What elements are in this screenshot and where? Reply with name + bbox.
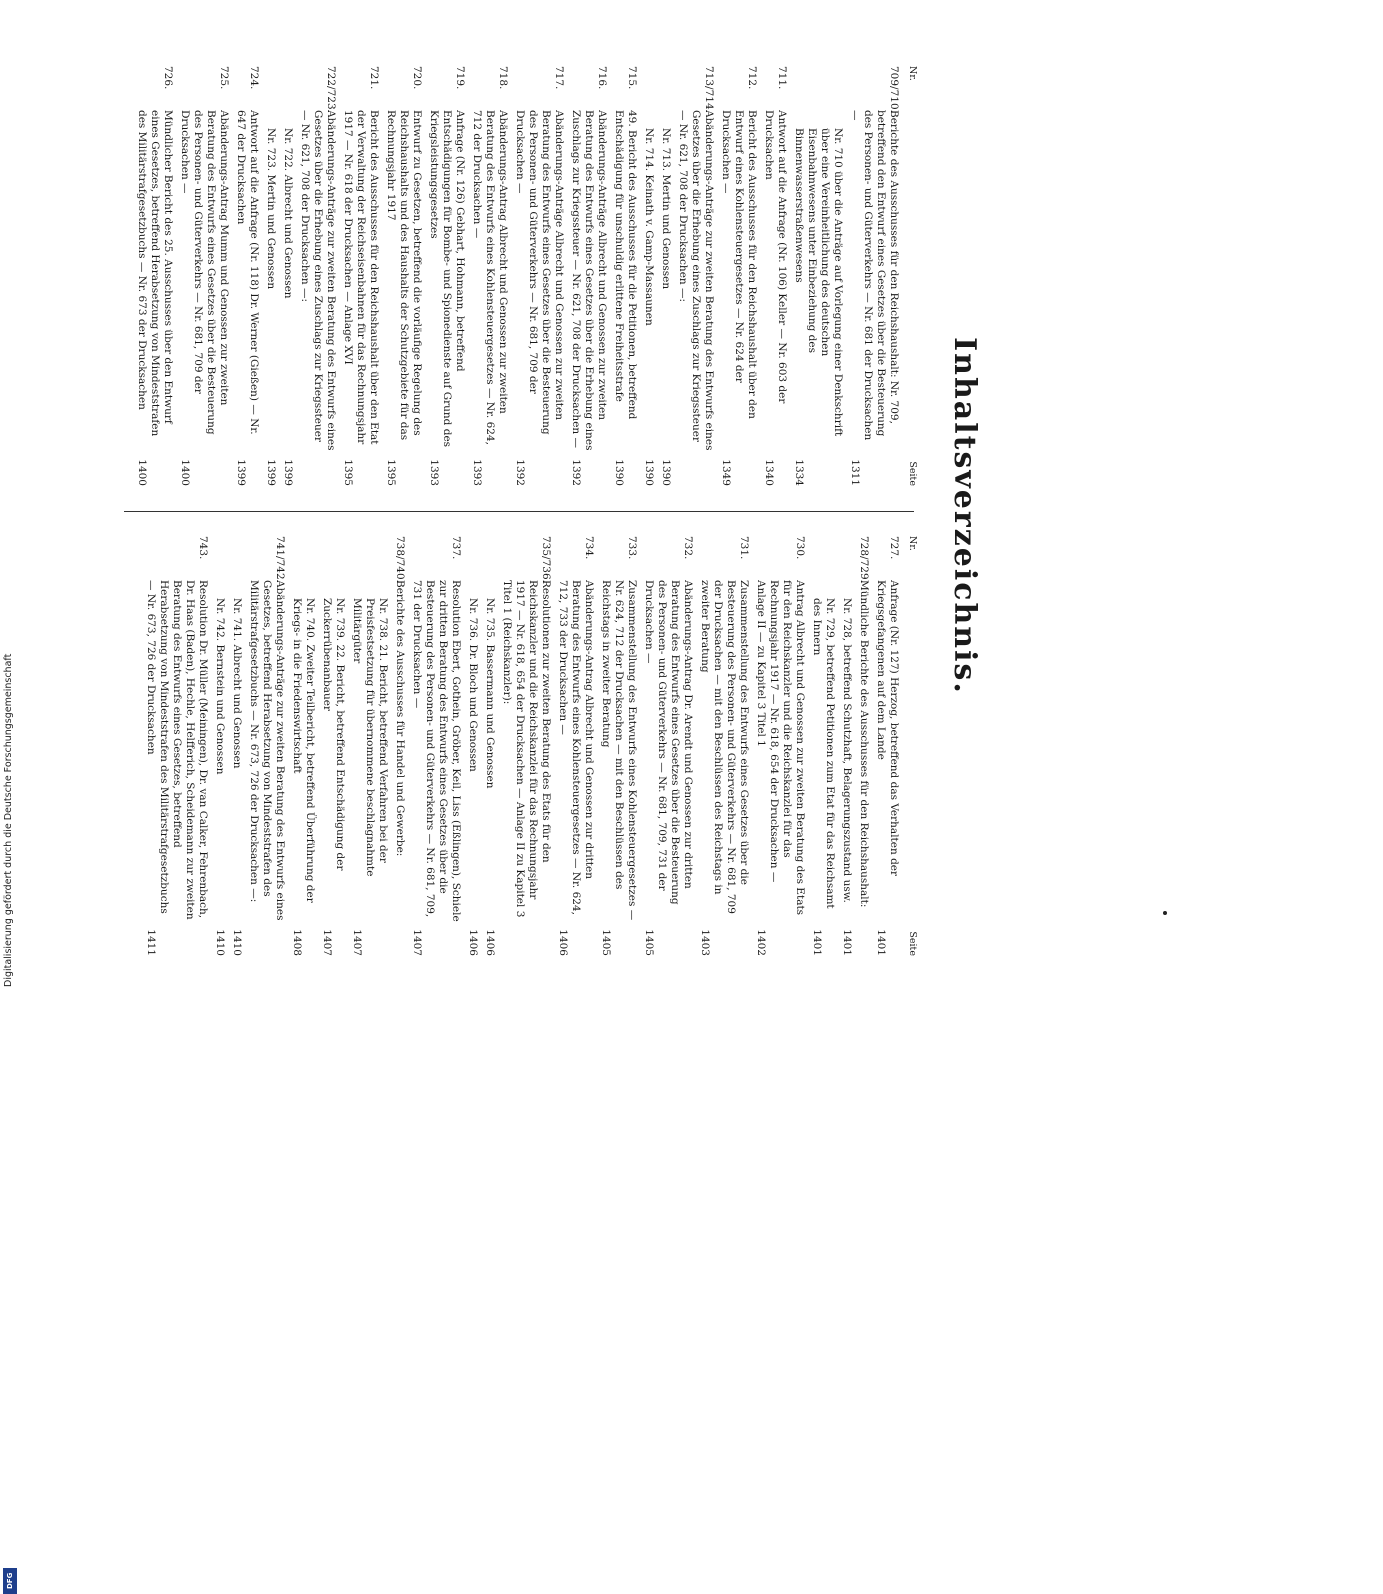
entry-text: Nr. 739. 22. Bericht, betreffend Entschädigung der Zuckerrübenanbauer <box>321 598 346 871</box>
entry-text: Nr. 723. Mertin und Genossen <box>265 128 277 290</box>
entry-page: 1407 <box>411 929 423 956</box>
entry-text: Nr. 738. 21. Bericht, betreffend Verfahren bei der Preisfestsetzung für übernommene beschlagnahmte Militärgüter <box>351 598 389 877</box>
entry-number: 727. <box>888 536 900 560</box>
entry-text: Abänderungs-Anträge zur zweiten Beratung des Entwurfs eines Gesetzes, betreffend Herabsetzung von Mindeststrafen des Militärstrafgesetzbuchs — Nr. 673, 726 der Drucksachen —: <box>248 580 286 921</box>
toc-entry <box>466 536 479 956</box>
entry-number <box>466 554 479 598</box>
entry-number: 724. <box>248 66 260 90</box>
entry-text: Abänderungs-Antrag Mumm und Genossen zur zweiten Beratung des Entwurfs eines Gesetzes über die Besteuerung des Personen- und Güterverkehrs — Nr. 681, 709 der Drucksachen — <box>179 110 230 435</box>
entry-text: Abänderungs-Anträge zur zweiten Beratung des Entwurfs eines Gesetzes über die Erhebung eines Zuschlags zur Kriegssteuer — Nr. 621, 708 der Drucksachen —: <box>299 110 337 451</box>
entry-text: Nr. 740. Zweiter Teilbericht, betreffend Überführung der Kriegs- in die Friedenswirtschaft <box>291 598 316 903</box>
toc-entry <box>810 536 836 956</box>
entry-page: 1395 <box>342 459 354 486</box>
entry-text: Abänderungs-Antrag Albrecht und Genossen zur zweiten Beratung des Entwurfs eines Kohlensteuergesetzes — Nr. 624, 712 der Drucksachen — <box>471 110 509 445</box>
entry-text: Bericht des Ausschusses für den Reichshaushalt über den Etat der Verwaltung der Reichseisenbahnen für das Rechnungsjahr 1917 — Nr. 618 der Drucksachen — Anlage XVI <box>342 110 380 445</box>
toc-entry <box>234 66 260 486</box>
entry-number: 711. <box>776 66 788 90</box>
toc-entry <box>659 66 672 486</box>
left-entry-list <box>135 66 900 486</box>
toc-entry <box>556 536 595 956</box>
toc-entry <box>144 536 209 956</box>
entry-text: Zusammenstellung des Entwurfs eines Gesetzes über die Besteuerung des Personen- und Güterverkehrs — Nr. 681, 709 der Drucksachen — mit den Beschlüssen des Reichstags in zweiter Beratung <box>699 580 750 914</box>
entry-number: 738/740. <box>394 536 406 583</box>
entry-text: Abänderungs-Antrag Dr. Arendt und Genossen zur dritten Beratung des Entwurfs eines Gesetzes über die Besteuerung des Personen- und Güterverkehrs — Nr. 681, 709, 731 der Drucksachen — <box>643 580 694 905</box>
entry-number: 718. <box>497 66 509 90</box>
toc-entry <box>840 536 853 956</box>
toc-entry <box>676 66 715 486</box>
entry-number <box>350 554 389 598</box>
right-entry-list <box>144 536 900 956</box>
entry-text: Nr. 742. Bernstein und Genossen <box>214 598 226 775</box>
seite-header: Seite <box>907 931 918 956</box>
entry-number <box>290 554 316 598</box>
toc-entry <box>698 536 750 956</box>
entry-text: Nr. 714. Keinath v. Gamp-Massaunen <box>643 128 655 326</box>
right-column <box>119 536 919 956</box>
entry-number: 712. <box>746 66 758 90</box>
toc-entry <box>247 536 286 956</box>
entry-number: 720. <box>411 66 423 90</box>
entry-number <box>840 554 853 598</box>
toc-sheet <box>109 66 989 966</box>
entry-number: 732. <box>682 536 694 560</box>
entry-text: Nr. 728, betreffend Schutzhaft, Belagerungszustand usw. <box>841 598 853 903</box>
entry-page: 1406 <box>484 929 496 956</box>
entry-text: Nr. 710 über die Anträge auf Vorlegung einer Denkschrift über eine Vereinheitlichung des deutschen Eisenbahnwesens unter Einbeziehung des Binnenwasserstraßenwesens <box>793 128 844 437</box>
entry-page: 1390 <box>643 459 655 486</box>
left-column-header <box>906 66 919 486</box>
entry-page: 1390 <box>613 459 625 486</box>
nr-header: Nr. <box>907 66 918 81</box>
entry-number <box>792 84 844 128</box>
entry-number: 713/714. <box>703 66 715 113</box>
entry-page: 1407 <box>321 929 333 956</box>
entry-number: 725. <box>218 66 230 90</box>
entry-text: Zusammenstellung des Entwurfs eines Kohlensteuergesetzes — Nr. 624, 712 der Drucksachen — mit den Beschlüssen des Reichstags in zweiter Beratung <box>600 580 638 921</box>
entry-text: Nr. 735. Bassermann und Genossen <box>484 598 496 789</box>
entry-page: 1401 <box>841 929 853 956</box>
entry-number: 716. <box>596 66 608 90</box>
toc-entry <box>483 536 496 956</box>
entry-text: Antwort auf die Anfrage (Nr. 106) Keller — Nr. 603 der Drucksachen <box>763 110 788 404</box>
entry-page: 1403 <box>699 929 711 956</box>
entry-number <box>213 554 226 598</box>
entry-page: 1405 <box>643 929 655 956</box>
entry-text: Abänderungs-Anträge Albrecht und Genossen zur zweiten Beratung des Entwurfs eines Gesetzes über die Erhebung eines Zuschlags zur Kriegssteuer — Nr. 621, 708 der Drucksachen — <box>570 110 608 451</box>
entry-text: 49. Bericht des Ausschusses für die Petitionen, betreffend Entschädigung für unschuldig erlittene Freiheitsstrafe <box>613 110 638 420</box>
dfg-logo-icon: DFG <box>3 1568 17 1594</box>
entry-page: 1399 <box>265 459 277 486</box>
toc-entry <box>513 66 565 486</box>
toc-entry <box>427 66 466 486</box>
entry-page: 1393 <box>471 459 483 486</box>
entry-page: 1410 <box>214 929 226 956</box>
toc-entry <box>569 66 608 486</box>
entry-number <box>320 554 346 598</box>
entry-text: Antrag Albrecht und Genossen zur zweiten Beratung des Etats für den Reichskanzler und die Reichskanzlei für das Rechnungsjahr 1917 — Nr. 618, 654 der Drucksachen — Anlage II — zu Kapitel 3 Titel 1 <box>755 580 806 916</box>
entry-number: 741/742. <box>274 536 286 583</box>
toc-entry <box>393 536 406 956</box>
entry-page: 1340 <box>763 459 775 486</box>
entry-text: Nr. 713. Mertin und Genossen <box>660 128 672 290</box>
entry-page: 1399 <box>282 459 294 486</box>
entry-page: 1395 <box>385 459 397 486</box>
entry-text: Berichte des Ausschusses für Handel und Gewerbe: <box>394 580 406 857</box>
entry-number: 730. <box>794 536 806 560</box>
entry-text: Nr. 741. Albrecht und Genossen <box>231 598 243 769</box>
entry-number <box>281 84 294 128</box>
nr-header: Nr. <box>907 536 918 551</box>
toc-entry <box>264 66 277 486</box>
rotated-content <box>109 66 989 966</box>
sidebar-credit <box>0 600 20 1590</box>
toc-entry <box>213 536 226 956</box>
entry-number: 721. <box>368 66 380 90</box>
entry-page: 1406 <box>557 929 569 956</box>
entry-text: Anfrage (Nr. 127) Herzog, betreffend das Verhalten der Kriegsgefangenen auf dem Lande <box>875 580 900 877</box>
entry-text: Entwurf zu Gesetzen, betreffend die vorläufige Regelung des Reichshaushalts und des Haushalts der Schutzgebiete für das Rechnungsjahr 1917 <box>385 110 423 441</box>
right-column-header <box>906 536 919 956</box>
digitization-credit: Digitalisierung gefördert durch die Deutsche Forschungsgemeinschaft <box>3 653 14 987</box>
entry-page: 1406 <box>467 929 479 956</box>
page-title: Inhaltsverzeichnis. <box>947 337 982 695</box>
entry-page: 1392 <box>570 459 582 486</box>
entry-page: 1390 <box>660 459 672 486</box>
toc-entry <box>350 536 389 956</box>
toc-entry <box>341 66 380 486</box>
entry-number: 726. <box>162 66 174 90</box>
toc-entry <box>281 66 294 486</box>
entry-text: Mündlicher Bericht des 25. Ausschusses über den Entwurf eines Gesetzes, betreffend Herabsetzung von Mindeststrafen des Militärstrafgesetzbuchs — Nr. 673 der Drucksachen <box>136 110 174 437</box>
entry-page: 1410 <box>231 929 243 956</box>
entry-page: 1407 <box>351 929 363 956</box>
entry-number: 728/729. <box>858 536 870 583</box>
entry-page: 1400 <box>136 459 148 486</box>
entry-text: Resolution Ebert, Gothein, Gröber, Keil, Liss (Eßlingen), Schiele zur dritten Beratung des Entwurfs eines Gesetzes über die Besteuerung des Personen- und Güterverkehrs — Nr. 681, 709, 731 der Drucksachen — <box>411 580 462 922</box>
toc-entry <box>612 66 638 486</box>
entry-number: 743. <box>197 536 209 560</box>
toc-entry <box>290 536 316 956</box>
entry-text: Mündliche Berichte des Ausschusses für den Reichshaushalt: <box>858 580 870 908</box>
left-column <box>119 66 919 486</box>
entry-text: Nr. 736. Dr. Bloch und Genossen <box>467 598 479 772</box>
entry-number: 719. <box>454 66 466 90</box>
entry-page: 1311 <box>849 459 861 486</box>
ink-dot <box>1163 911 1167 915</box>
entry-number <box>230 554 243 598</box>
toc-entry <box>754 536 806 956</box>
entry-text: Resolutionen zur zweiten Beratung des Etats für den Reichskanzler und die Reichskanzlei für das Rechnungsjahr 1917 — Nr. 618, 654 der Drucksachen — Anlage II zu Kapitel 3 Titel 1 (Reichskanzler): <box>501 580 552 918</box>
toc-entry <box>848 66 900 486</box>
toc-entry <box>410 536 462 956</box>
toc-entry <box>135 66 174 486</box>
entry-number: 734. <box>583 536 595 560</box>
entry-number <box>264 84 277 128</box>
entry-page: 1401 <box>875 929 887 956</box>
entry-page: 1402 <box>755 929 767 956</box>
entry-number: 722/723. <box>325 66 337 113</box>
toc-entry <box>178 66 230 486</box>
entry-text: Nr. 729, betreffend Petitionen zum Etat für das Reichsamt des Innern <box>811 598 836 909</box>
toc-entry <box>470 66 509 486</box>
entry-number <box>810 554 836 598</box>
entry-text: Abänderungs-Anträge zur zweiten Beratung des Entwurfs eines Gesetzes über die Erhebung eines Zuschlags zur Kriegssteuer — Nr. 621, 708 der Drucksachen —: <box>677 110 715 451</box>
toc-entry <box>719 66 758 486</box>
entry-page: 1393 <box>428 459 440 486</box>
entry-text: Berichte des Ausschusses für den Reichshaushalt: Nr. 709, betreffend den Entwurf eines Gesetzes über die Besteuerung des Personen- und Güterverkehrs — Nr. 681 der Drucksachen — <box>849 110 900 441</box>
toc-entry <box>320 536 346 956</box>
toc-entry <box>762 66 788 486</box>
entry-page: 1408 <box>291 929 303 956</box>
entry-text: Nr. 722. Albrecht und Genossen <box>282 128 294 299</box>
entry-text: Anfrage (Nr. 126) Gebhart, Hohmann, betreffend Entschädigungen für Bombe- und Spionedienste auf Grund des Kriegsleistungsgesetzes <box>428 110 466 448</box>
toc-entry <box>857 536 870 956</box>
toc-entry <box>230 536 243 956</box>
entry-page: 1401 <box>811 929 823 956</box>
entry-page: 1399 <box>235 459 247 486</box>
entry-text: Resolution Dr. Müller (Meiningen), Dr. van Calker, Fehrenbach, Dr. Haas (Baden), Hechle, Helfferich, Scheidemann zur zweiten Beratung des Entwurfs eines Gesetzes, betreffend Herabsetzung von Mindeststrafen des Militärstrafgesetzbuchs — Nr. 673, 726 der Drucksachen <box>145 580 209 920</box>
entry-number: 733. <box>626 536 638 560</box>
entry-number <box>642 84 655 128</box>
entry-page: 1405 <box>600 929 612 956</box>
entry-page: 1349 <box>720 459 732 486</box>
toc-entry <box>642 536 694 956</box>
entry-text: Abänderungs-Antrag Albrecht und Genossen zur dritten Beratung des Entwurfs eines Kohlensteuergesetzes — Nr. 624, 712, 733 der Drucksachen — <box>557 580 595 915</box>
entry-page: 1392 <box>514 459 526 486</box>
toc-entry <box>599 536 638 956</box>
entry-number: 715. <box>626 66 638 90</box>
entry-number <box>483 554 496 598</box>
column-divider <box>124 511 914 512</box>
entry-text: Antwort auf die Anfrage (Nr. 118) Dr. Werner (Gießen) — Nr. 647 der Drucksachen <box>235 110 260 435</box>
entry-page: 1334 <box>793 459 805 486</box>
entry-number: 737. <box>450 536 462 560</box>
entry-number <box>659 84 672 128</box>
entry-page: 1400 <box>179 459 191 486</box>
toc-entry <box>874 536 900 956</box>
toc-entry <box>500 536 552 956</box>
toc-entry <box>642 66 655 486</box>
entry-text: Bericht des Ausschusses für den Reichshaushalt über den Entwurf eines Kohlensteuergesetzes — Nr. 624 der Drucksachen — <box>720 110 758 419</box>
toc-entry <box>384 66 423 486</box>
toc-entry <box>792 66 844 486</box>
entry-number: 735/736. <box>540 536 552 583</box>
entry-number: 709/710. <box>888 66 900 113</box>
entry-text: Abänderungs-Anträge Albrecht und Genossen zur zweiten Beratung des Entwurfs eines Gesetzes über die Besteuerung des Personen- und Güterverkehrs — Nr. 681, 709 der Drucksachen — <box>514 110 565 435</box>
entry-number: 717. <box>553 66 565 90</box>
entry-page: 1411 <box>145 929 157 956</box>
seite-header: Seite <box>907 461 918 486</box>
toc-entry <box>298 66 337 486</box>
entry-number: 731. <box>738 536 750 560</box>
